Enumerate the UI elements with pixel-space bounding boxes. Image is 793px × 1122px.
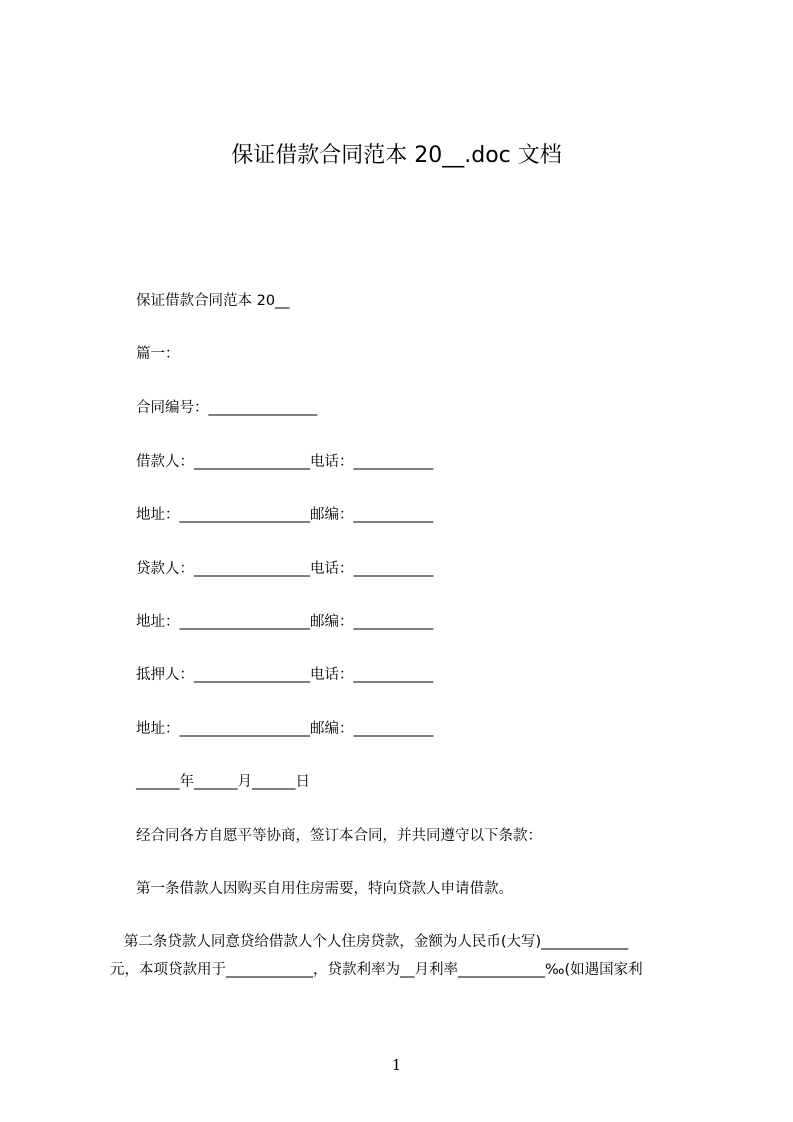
article-two-line-1: 第二条贷款人同意贷给借款人个人住房贷款，金额为人民币(大写)____________	[110, 934, 629, 950]
section-heading: 篇一：	[136, 346, 180, 362]
mortgagor-line: 抵押人：________________电话：___________	[136, 667, 434, 683]
contract-number-line: 合同编号：_______________	[136, 400, 318, 416]
article-one-line: 第一条借款人因购买自用住房需要，特向贷款人申请借款。	[136, 881, 513, 897]
borrower-address-line: 地址：__________________邮编：___________	[136, 507, 434, 523]
subtitle-line: 保证借款合同范本 20__	[136, 293, 290, 309]
lender-address-line: 地址：__________________邮编：___________	[136, 614, 434, 630]
date-line: ______年______月______日	[136, 774, 310, 790]
borrower-line: 借款人：________________电话：___________	[136, 454, 434, 470]
lender-line: 贷款人：________________电话：___________	[136, 561, 434, 577]
mortgagor-address-line: 地址：__________________邮编：___________	[136, 721, 434, 737]
page-number: 1	[391, 1056, 402, 1074]
article-two-line-2: 元，本项贷款用于____________，贷款利率为__月利率____________‰(如遇国家利	[110, 962, 643, 978]
preamble-line: 经合同各方自愿平等协商，签订本合同，并共同遵守以下条款：	[136, 828, 542, 844]
document-title: 保证借款合同范本 20__.doc 文档	[231, 143, 562, 168]
